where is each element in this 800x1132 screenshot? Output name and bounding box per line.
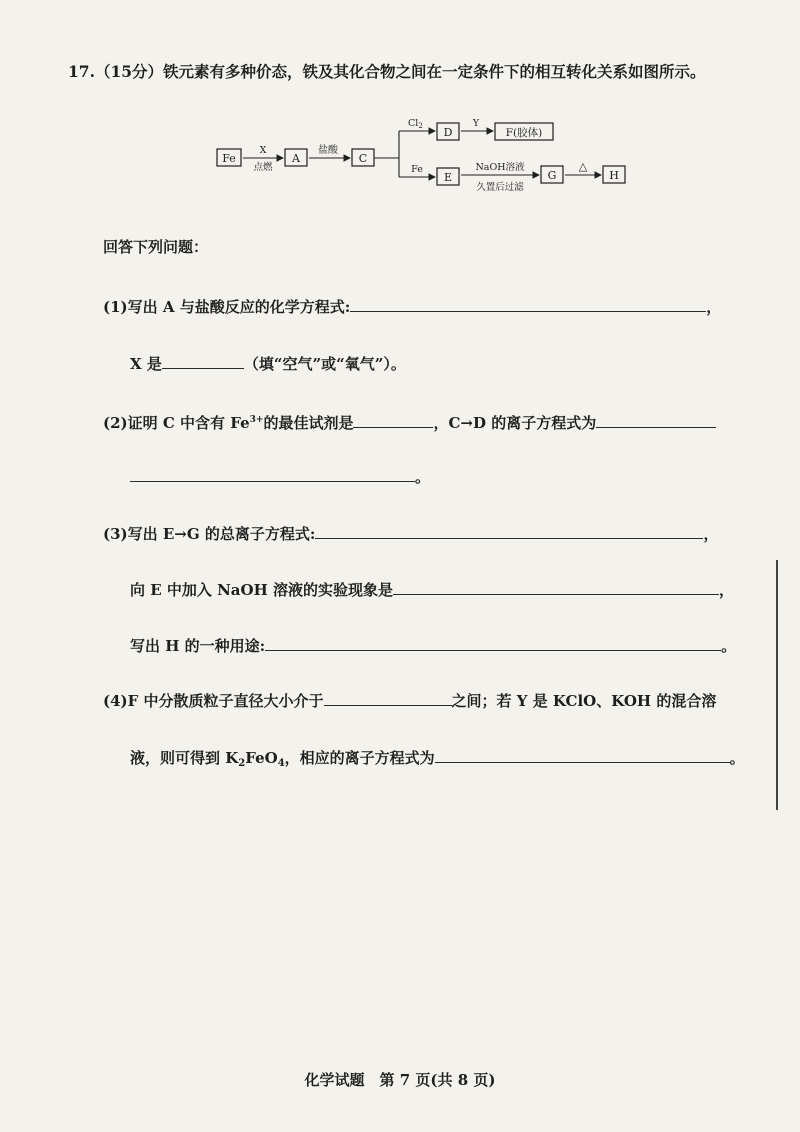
scan-edge-mark — [776, 560, 778, 810]
label-filter: 久置后过滤 — [476, 182, 524, 193]
q3-line1 — [103, 522, 718, 544]
q2-equation-blank-b[interactable] — [130, 465, 415, 482]
q4-mid: 之间；若 Y 是 KClO、KOH 的混合溶 — [451, 692, 717, 710]
node-e: E — [443, 171, 453, 184]
q3-prefix: (3)写出 E→G 的总离子方程式: — [103, 525, 316, 543]
q4-prefix: (4)F 中分散质粒子直径大小介于 — [103, 692, 324, 710]
q1-line1 — [103, 295, 721, 317]
q3-observation-blank[interactable] — [393, 578, 719, 595]
q3-period: 。 — [721, 637, 737, 655]
q4-line1 — [103, 689, 716, 711]
q4-sub-2: 2 — [238, 758, 246, 769]
q3-equation-blank[interactable] — [315, 522, 703, 539]
q1-prefix: (1)写出 A 与盐酸反应的化学方程式: — [103, 298, 351, 316]
q3-line3 — [130, 634, 736, 656]
q2-prefix: (2)证明 C 中含有 Fe — [103, 414, 250, 432]
label-fe: Fe — [411, 164, 423, 175]
q2-line2 — [130, 465, 430, 487]
q4-text-a: 液，则可得到 K — [130, 749, 239, 767]
q2-charge: 3+ — [249, 415, 264, 425]
q2-mid2: ，C→D 的离子方程式为 — [433, 414, 597, 432]
q2-period: 。 — [415, 468, 431, 486]
q1-x-suffix: （填“空气”或“氧气”）。 — [243, 355, 406, 373]
q1-equation-blank[interactable] — [350, 295, 706, 312]
q4-equation-blank[interactable] — [435, 746, 730, 763]
q3-use-blank[interactable] — [265, 634, 721, 651]
q2-equation-blank-a[interactable] — [596, 411, 716, 428]
q1-line2 — [130, 352, 406, 374]
label-ignite: 点燃 — [253, 162, 273, 173]
node-f: F(胶体) — [505, 127, 543, 139]
label-naoh: NaOH溶液 — [475, 162, 525, 173]
q1-comma: ， — [706, 298, 722, 316]
conversion-diagram — [205, 108, 645, 200]
q4-text-c: ，相应的离子方程式为 — [284, 749, 435, 767]
q4-size-blank[interactable] — [324, 689, 452, 706]
q4-period: 。 — [729, 749, 745, 767]
node-h: H — [609, 169, 619, 182]
label-cl2: $Cl_2$ — [408, 118, 423, 130]
node-fe: Fe — [222, 152, 236, 165]
page-footer: 化学试题 第 7 页(共 8 页) — [304, 1071, 496, 1089]
label-heat: △ — [578, 160, 588, 173]
q2-reagent-blank[interactable] — [353, 411, 433, 428]
q3-use-prefix: 写出 H 的一种用途: — [130, 637, 266, 655]
label-y: Y — [472, 118, 480, 129]
q3-comma2: ， — [719, 581, 735, 599]
node-d: D — [443, 126, 453, 139]
answer-prompt: 回答下列问题： — [103, 238, 209, 256]
q3-observation-prefix: 向 E 中加入 NaOH 溶液的实验现象是 — [130, 581, 393, 599]
label-hcl: 盐酸 — [318, 145, 338, 156]
q4-sub-4: 4 — [277, 758, 285, 769]
label-x: X — [259, 145, 267, 156]
q2-line1 — [103, 410, 716, 433]
q4-line2 — [130, 746, 745, 774]
question-title: 17.（15分）铁元素有多种价态，铁及其化合物之间在一定条件下的相互转化关系如图所示。 — [68, 62, 706, 81]
node-c: C — [358, 152, 368, 165]
q1-x-prefix: X 是 — [130, 355, 162, 373]
q3-comma1: ， — [703, 525, 719, 543]
q4-text-b: FeO — [245, 749, 278, 767]
q3-line2 — [130, 578, 734, 600]
q1-x-blank[interactable] — [162, 352, 244, 369]
q2-mid: 的最佳试剂是 — [263, 414, 354, 432]
node-a: A — [292, 152, 300, 165]
node-g: G — [547, 169, 557, 182]
